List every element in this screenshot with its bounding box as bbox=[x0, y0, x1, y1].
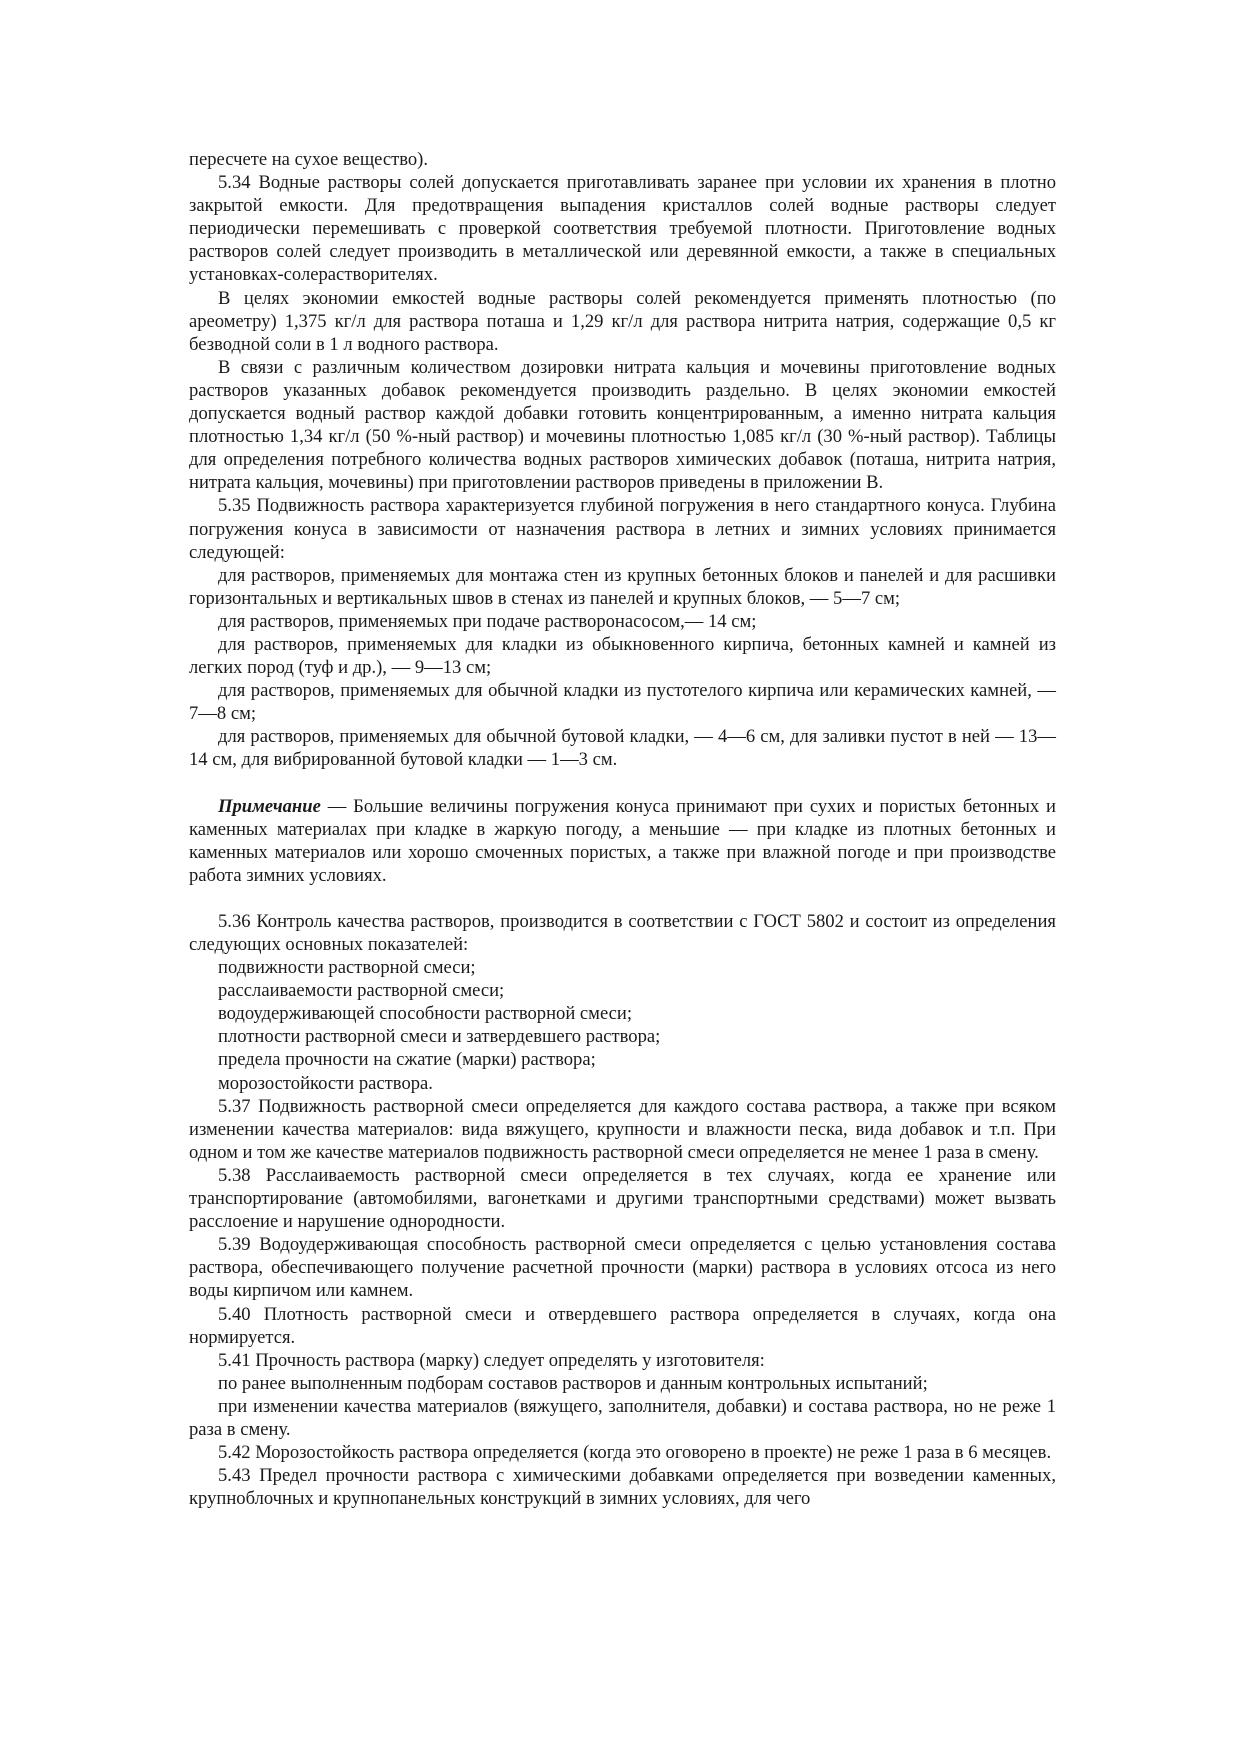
list-item: плотности растворной смеси и затвердевшего раствора; bbox=[218, 1026, 661, 1048]
paragraph-5-34: 5.34 Водные растворы солей допускается приготавливать заранее при условии их хранения в плотно закрытой емкости. Для предотвращения выпадения кристаллов солей водные растворы следует периодически перемешивать с проверкой соответствия требуемой плотности. Приготовление водных растворов солей следует производить в металлической или деревянной емкости, а также в специальных установках-солерастворителях. bbox=[189, 172, 1056, 286]
paragraph-5-43: 5.43 Предел прочности раствора с химическими добавками определяется при возведении каменных, крупноблочных и крупнопанельных конструкций в зимних условиях, для чего bbox=[189, 1465, 1056, 1510]
note-label: Примечание bbox=[218, 795, 321, 817]
paragraph-5-40: 5.40 Плотность растворной смеси и отвердевшего раствора определяется в случаях, когда она нормируется. bbox=[189, 1303, 1056, 1348]
spacer bbox=[189, 887, 1056, 910]
paragraph: пересчете на сухое вещество). bbox=[189, 149, 429, 170]
note-paragraph bbox=[189, 795, 1056, 887]
list-item: морозостойкости раствора. bbox=[218, 1072, 433, 1094]
spacer bbox=[189, 772, 1056, 795]
list-item: расслаиваемости растворной смеси; bbox=[218, 980, 505, 1002]
list-item: для растворов, применяемых для обычной кладки из пустотелого кирпича или керамических камней, — 7—8 см; bbox=[189, 680, 1056, 725]
paragraph-5-41: 5.41 Прочность раствора (марку) следует определять у изготовителя: bbox=[218, 1349, 765, 1371]
paragraph-5-37: 5.37 Подвижность растворной смеси определяется для каждого состава раствора, а также при всяком изменении качества материалов: вида вяжущего, крупности и влажности песка, вида добавок и т.п. При одном и том же качестве материалов подвижность растворной смеси определяется не менее 1 раза в смену. bbox=[189, 1095, 1056, 1163]
paragraph-5-35: 5.35 Подвижность раствора характеризуется глубиной погружения в него стандартного конуса. Глубина погружения конуса в зависимости от назначения раствора в летних и зимних условиях принимается следующей: bbox=[189, 495, 1056, 563]
list-item: по ранее выполненным подборам составов растворов и данным контрольных испытаний; bbox=[218, 1372, 928, 1394]
list-item: для растворов, применяемых для монтажа стен из крупных бетонных блоков и панелей и для расшивки горизонтальных и вертикальных швов в стенах из панелей и крупных блоков, — 5—7 см; bbox=[189, 564, 1056, 609]
list-item: для растворов, применяемых для кладки из обыкновенного кирпича, бетонных камней и камней из легких пород (туф и др.), — 9—13 см; bbox=[189, 633, 1056, 679]
list-item: подвижности растворной смеси; bbox=[218, 957, 476, 979]
paragraph-5-42: 5.42 Морозостойкость раствора определяется (когда это оговорено в проекте) не реже 1 раза в 6 месяцев. bbox=[218, 1442, 1052, 1464]
paragraph: В связи с различным количеством дозировки нитрата кальция и мочевины приготовление водных растворов указанных добавок рекомендуется производить раздельно. В целях экономии емкостей допускается водный раствор каждой добавки готовить концентрированным, а именно нитрата кальция плотностью 1,34 кг/л (50 %-ный раствор) и мочевины плотностью 1,085 кг/л (30 %-ный раствор). Таблицы для определения потребного количества водных растворов химических добавок (поташа, нитрита натрия, нитрата кальция, мочевины) при приготовлении растворов приведены в приложении В. bbox=[189, 356, 1056, 494]
list-item: при изменении качества материалов (вяжущего, заполнителя, добавки) и состава раствора, но не реже 1 раза в смену. bbox=[189, 1395, 1056, 1440]
paragraph-5-39: 5.39 Водоудерживающая способность растворной смеси определяется с целью установления состава раствора, обеспечивающего получение расчетной прочности (марки) раствора в условиях отсоса из него воды кирпичом или камнем. bbox=[189, 1234, 1056, 1302]
list-item: предела прочности на сжатие (марки) раствора; bbox=[218, 1049, 596, 1071]
list-item: водоудерживающей способности растворной смеси; bbox=[218, 1003, 633, 1025]
list-item: для растворов, применяемых для обычной бутовой кладки, — 4—6 см, для заливки пустот в ней — 13—14 см, для вибрированной бутовой кладки — 1—3 см. bbox=[189, 726, 1056, 771]
paragraph: В целях экономии емкостей водные растворы солей рекомендуется применять плотностью (по ареометру) 1,375 кг/л для раствора поташа и 1,29 кг/л для раствора нитрита натрия, содержащие 0,5 кг безводной соли в 1 л водного раствора. bbox=[189, 287, 1056, 355]
paragraph-5-36: 5.36 Контроль качества растворов, производится в соответствии с ГОСТ 5802 и состоит из определения следующих основных показателей: bbox=[189, 910, 1056, 955]
note-text: — Большие величины погружения конуса принимают при сухих и пористых бетонных и каменных материалах при кладке в жаркую погоду, а меньшие — при кладке из плотных бетонных и каменных материалов или хорошо смоченных пористых, а также при влажной погоде и при производстве работа зимних условиях. bbox=[189, 795, 1056, 886]
list-item: для растворов, применяемых при подаче растворонасосом,— 14 см; bbox=[218, 610, 757, 632]
paragraph-5-38: 5.38 Расслаиваемость растворной смеси определяется в тех случаях, когда ее хранение или транспортирование (автомобилями, вагонетками и другими транспортными средствами) может вызвать расслоение и нарушение однородности. bbox=[189, 1164, 1056, 1233]
